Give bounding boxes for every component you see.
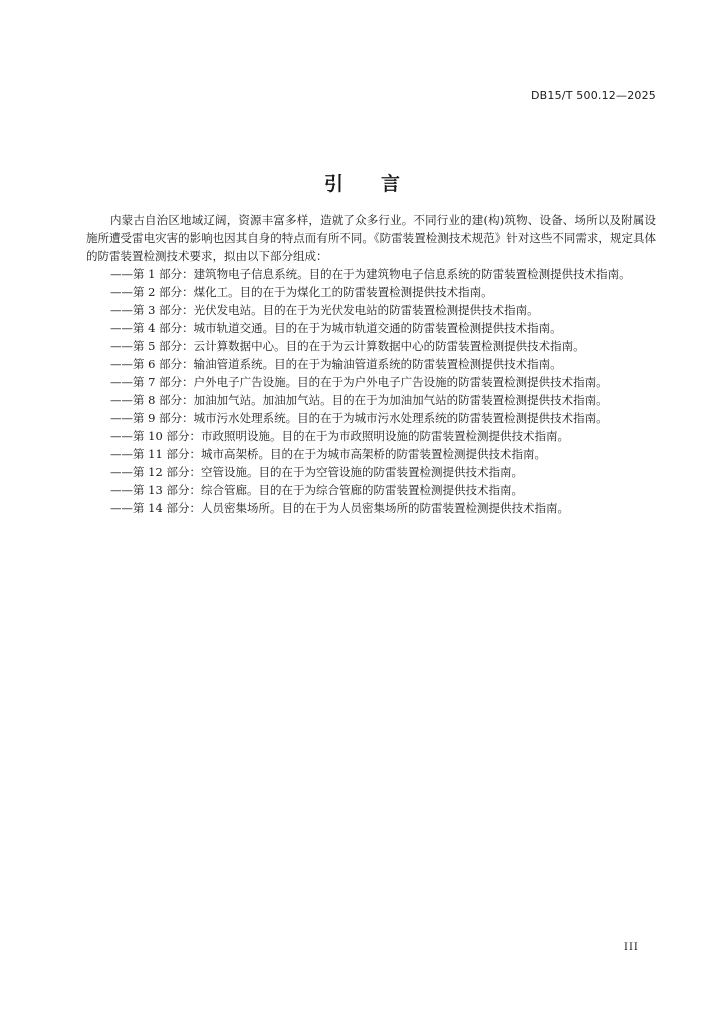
part-item-2: ——第 2 部分：煤化工。目的在于为煤化工的防雷装置检测提供技术指南。 [110, 285, 493, 299]
document-code: DB15/T 500.12—2025 [530, 89, 656, 102]
part-item-13: ——第 13 部分：综合管廊。目的在于为综合管廊的防雷装置检测提供技术指南。 [110, 483, 523, 497]
part-item-10: ——第 10 部分：市政照明设施。目的在于为市政照明设施的防雷装置检测提供技术指南。 [110, 429, 569, 443]
document-body [86, 211, 656, 517]
part-item-1: ——第 1 部分：建筑物电子信息系统。目的在于为建筑物电子信息系统的防雷装置检测提供技术指南。 [110, 267, 631, 281]
part-item-7: ——第 7 部分：户外电子广告设施。目的在于为户外电子广告设施的防雷装置检测提供技术指南。 [110, 375, 608, 389]
page-number: III [624, 942, 639, 953]
parts-list [86, 265, 656, 517]
part-item-14: ——第 14 部分：人员密集场所。目的在于为人员密集场所的防雷装置检测提供技术指南。 [110, 501, 569, 515]
page-title: 引言 [323, 172, 438, 195]
part-item-12: ——第 12 部分：空管设施。目的在于为空管设施的防雷装置检测提供技术指南。 [110, 465, 523, 479]
part-item-4: ——第 4 部分：城市轨道交通。目的在于为城市轨道交通的防雷装置检测提供技术指南。 [110, 321, 562, 335]
part-item-9: ——第 9 部分：城市污水处理系统。目的在于为城市污水处理系统的防雷装置检测提供技术指南。 [110, 411, 608, 425]
part-item-6: ——第 6 部分：输油管道系统。目的在于为输油管道系统的防雷装置检测提供技术指南。 [110, 357, 562, 371]
part-item-3: ——第 3 部分：光伏发电站。目的在于为光伏发电站的防雷装置检测提供技术指南。 [110, 303, 539, 317]
part-item-11: ——第 11 部分：城市高架桥。目的在于为城市高架桥的防雷装置检测提供技术指南。 [110, 447, 546, 461]
part-item-8: ——第 8 部分：加油加气站。加油加气站。目的在于为加油加气站的防雷装置检测提供技术指南。 [110, 393, 608, 407]
part-item-5: ——第 5 部分：云计算数据中心。目的在于为云计算数据中心的防雷装置检测提供技术指南。 [110, 339, 585, 353]
intro-paragraph: 内蒙古自治区地域辽阔，资源丰富多样，造就了众多行业。不同行业的建(构)筑物、设备、场所以及附属设施所遭受雷电灾害的影响也因其自身的特点而有所不同。《防雷装置检测技术规范》针对这些不同需求，规定具体的防雷装置检测技术要求，拟由以下部分组成： [86, 213, 656, 263]
